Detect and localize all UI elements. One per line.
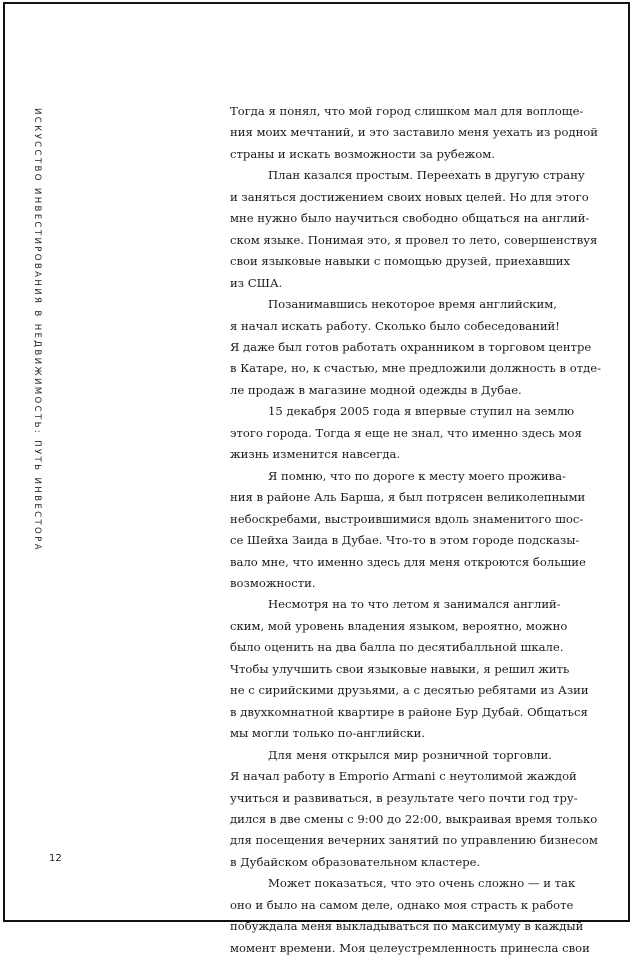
text-line: Тогда я понял, что мой город слишком мал для воплоще- [230, 104, 584, 118]
paragraph [230, 594, 589, 744]
page-number: 12 [49, 853, 62, 864]
paragraph [230, 101, 599, 165]
text-line: свои языковые навыки с помощью друзей, приехавших [230, 254, 571, 269]
text-line: не с сирийскими друзьями, а с десятью ребятами из Азии [230, 683, 589, 698]
text-line: было оценить на два балла по десятибалльной шкале. [230, 640, 564, 655]
text-line: из США. [230, 275, 283, 290]
text-line: страны и искать возможности за рубежом. [230, 146, 495, 161]
text-line: этого города. Тогда я еще не знал, что именно здесь моя [230, 425, 582, 440]
running-head: ИСКУССТВО ИНВЕСТИРОВАНИЯ В НЕДВИЖИМОСТЬ: ПУТЬ ИНВЕСТОРА [32, 108, 42, 552]
text-line: Для меня открылся мир розничной торговли. [268, 747, 552, 762]
text-line: Я помню, что по дороге к месту моего прожива- [268, 468, 566, 483]
text-line: жизнь изменится навсегда. [230, 447, 401, 462]
text-line: Позанимавшись некоторое время английским, [268, 297, 557, 312]
text-line: и заняться достижением своих новых целей. Но для этого [230, 189, 589, 204]
text-line: оно и было на самом деле, однако моя страсть к работе [230, 897, 574, 912]
text-line: вало мне, что именно здесь для меня откроются большие [230, 554, 586, 569]
text-line: дился в две смены с 9:00 до 22:00, выкраивая время только [230, 811, 598, 826]
paragraph [230, 745, 598, 874]
text-line: Я начал работу в Emporio Armani с неутолимой жаждой [230, 769, 577, 784]
text-line: в Дубайском образовательном кластере. [230, 854, 481, 869]
text-line: Может показаться, что это очень сложно — и так [268, 876, 576, 891]
text-line: момент времени. Моя целеустремленность принесла свои [230, 940, 590, 955]
text-line: Чтобы улучшить свои языковые навыки, я решил жить [230, 661, 570, 676]
text-line: 15 декабря 2005 года я впервые ступил на землю [268, 404, 575, 419]
text-line: се Шейха Заида в Дубае. Что-то в этом городе подсказы- [230, 533, 580, 548]
text-line: ском языке. Понимая это, я провел то лето, совершенствуя [230, 232, 598, 247]
text-line: учиться и развиваться, в результате чего почти год тру- [230, 790, 578, 805]
text-line: побуждала меня выкладываться по максимуму в каждый [230, 919, 584, 934]
paragraph [230, 294, 602, 401]
paragraph [230, 873, 590, 959]
text-line: План казался простым. Переехать в другую страну [268, 168, 585, 183]
text-line: Я даже был готов работать охранником в торговом центре [230, 339, 592, 354]
text-line: для посещения вечерних занятий по управлению бизнесом [230, 833, 598, 848]
text-line: ния моих мечтаний, и это заставило меня уехать из родной [230, 125, 599, 140]
text-line: мне нужно было научиться свободно общаться на англий- [230, 211, 590, 226]
paragraph [230, 466, 586, 595]
text-line: небоскребами, выстроившимися вдоль знаменитого шос- [230, 511, 584, 526]
paragraph [230, 165, 598, 294]
text-line: мы могли только по-английски. [230, 726, 426, 741]
body-text [230, 101, 602, 959]
text-line: возможности. [230, 575, 316, 590]
text-line: я начал искать работу. Сколько было собеседований! [230, 318, 560, 333]
text-line: Несмотря на то что летом я занимался англий- [268, 597, 561, 612]
text-line: ния в районе Аль Барша, я был потрясен великолепными [230, 490, 586, 505]
text-line: в Катаре, но, к счастью, мне предложили должность в отде- [230, 361, 602, 376]
paragraph [230, 401, 582, 465]
text-line: ле продаж в магазине модной одежды в Дубае. [230, 382, 522, 397]
text-line: ским, мой уровень владения языком, вероятно, можно [230, 618, 568, 633]
text-line: в двухкомнатной квартире в районе Бур Дубай. Общаться [230, 704, 588, 719]
